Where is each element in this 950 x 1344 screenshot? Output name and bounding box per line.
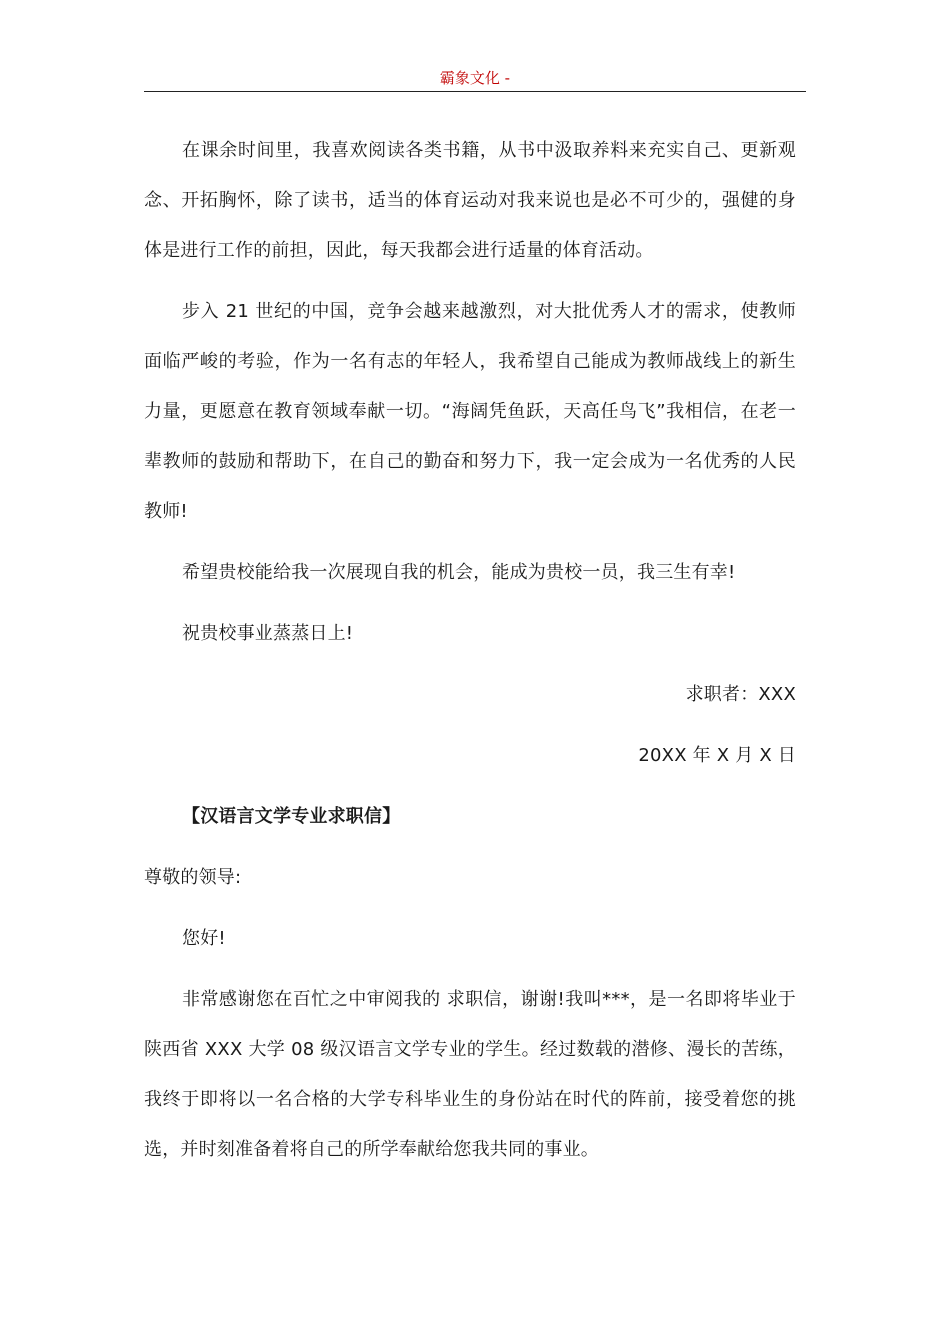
section-heading: 【汉语言文学专业求职信】 [182, 806, 401, 827]
greeting: 您好! [182, 928, 226, 949]
paragraph-wish: 祝贵校事业蒸蒸日上! [182, 623, 354, 644]
page-header [144, 66, 806, 92]
paragraph-request: 希望贵校能给我一次展现自我的机会，能成为贵校一员，我三生有幸! [182, 562, 736, 583]
paragraph-introduction: 非常感谢您在百忙之中审阅我的 求职信，谢谢!我叫***，是一名即将毕业于陕西省 XXX 大学 08 级汉语言文学专业的学生。经过数载的潜修、漫长的苦练，我终于即将以一名合格的大学专科毕业生的身份站在时代的阵前，接受着您的挑选，并时刻准备着将自己的所学奉献给您我共同的事业。 [144, 989, 796, 1160]
paragraph-aspiration: 步入 21 世纪的中国，竞争会越来越激烈，对大批优秀人才的需求，使教师面临严峻的考验，作为一名有志的年轻人，我希望自己能成为教师战线上的新生力量，更愿意在教育领域奉献一切。“海阔凭鱼跃，天高任鸟飞”我相信，在老一辈教师的鼓励和帮助下，在自己的勤奋和努力下，我一定会成为一名优秀的人民教师! [144, 301, 796, 522]
paragraph-hobbies: 在课余时间里，我喜欢阅读各类书籍，从书中汲取养料来充实自己、更新观念、开拓胸怀，除了读书，适当的体育运动对我来说也是必不可少的，强健的身体是进行工作的前担，因此，每天我都会进行适量的体育活动。 [144, 140, 796, 261]
header-title: 霸象文化 - [439, 69, 511, 87]
document-body [144, 126, 796, 1175]
salutation: 尊敬的领导: [144, 867, 242, 888]
signature: 求职者：XXX [685, 684, 796, 705]
letter-date: 20XX 年 X 月 X 日 [638, 745, 796, 766]
